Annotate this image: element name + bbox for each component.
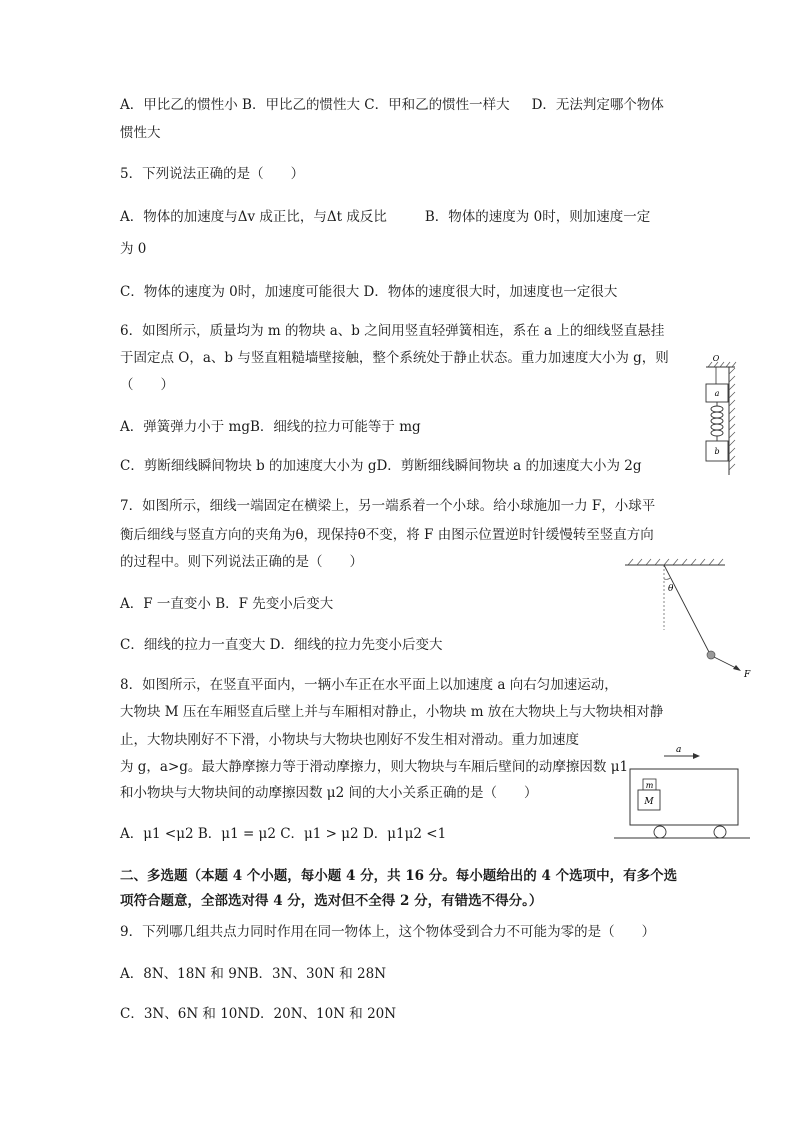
q6-figure xyxy=(690,350,750,480)
q5-stem: 5．下列说法正确的是（ ） xyxy=(120,166,305,182)
q4-options-line1 xyxy=(120,96,664,114)
q5-option-a: A．物体的加速度与Δv 成正比，与Δt 成反比 xyxy=(120,209,387,225)
q8-stem-line2: 大物块 M 压在车厢竖直后壁上并与车厢相对静止，小物块 m 放在大物块上与大物块相对静 xyxy=(120,704,664,720)
q6-options-cd: C．剪断细线瞬间物块 b 的加速度大小为 gD．剪断细线瞬间物块 a 的加速度大小为 2g xyxy=(120,458,642,474)
q6-options-ab: A．弹簧弹力小于 mgB．细线的拉力可能等于 mg xyxy=(120,419,421,435)
q6-label-b: b xyxy=(714,447,720,456)
q8-stem-line3: 止，大物块刚好不下滑，小物块与大物块也刚好不发生相对滑动。重力加速度 xyxy=(120,732,579,748)
q6-label-o: O xyxy=(712,354,720,363)
q7-stem-line3: 的过程中。则下列说法正确的是（ ） xyxy=(120,554,363,570)
q5-options-ab xyxy=(120,208,650,226)
q6-stem-line3: （ ） xyxy=(120,377,174,393)
q6-stem-line2: 于固定点 O，a、b 与竖直粗糙墙壁接触，整个系统处于静止状态。重力加速度大小为 g，则 xyxy=(120,350,669,366)
q7-figure xyxy=(620,555,760,685)
q8-figure xyxy=(612,742,752,842)
q7-thread xyxy=(664,565,710,654)
q5-option-b-continued: 为 0 xyxy=(120,241,147,257)
q6-label-a: a xyxy=(714,389,720,398)
q7-options-cd: C．细线的拉力一直变大 D．细线的拉力先变小后变大 xyxy=(120,637,443,653)
q8-options: A．μ1 <μ2 B．μ1 = μ2 C．μ1 > μ2 D．μ1μ2 <1 xyxy=(120,826,447,842)
q5-options-cd: C．物体的速度为 0时，加速度可能很大 D．物体的速度很大时，加速度也一定很大 xyxy=(120,284,618,300)
q7-stem-line1: 7．如图所示，细线一端固定在横梁上，另一端系着一个小球。给小球施加一力 F，小球平 xyxy=(120,498,656,514)
q7-angle-arc xyxy=(664,578,670,579)
q8-label-accel: a xyxy=(676,745,682,755)
q8-stem-line1: 8．如图所示，在竖直平面内，一辆小车正在水平面上以加速度 a 向右匀加速运动， xyxy=(120,677,618,693)
section2-heading-line1: 二、多选题（本题 4 个小题，每小题 4 分，共 16 分。每小题给出的 4 个选项中，有多个选 xyxy=(120,868,678,884)
q4-options-line2: 惯性大 xyxy=(120,125,161,141)
q7-beam-hatch xyxy=(628,559,723,565)
q7-label-theta: θ xyxy=(668,584,674,594)
q8-label-small-m: m xyxy=(645,781,654,790)
q7-options-ab: A．F 一直变小 B．F 先变小后变大 xyxy=(120,596,334,612)
q7-label-f: F xyxy=(744,670,751,680)
q7-stem-line2: 衡后细线与竖直方向的夹角为θ，现保持θ不变，将 F 由图示位置逆时针缓慢转至竖直方向 xyxy=(120,527,654,543)
q6-stem-line1: 6．如图所示，质量均为 m 的物块 a、b 之间用竖直轻弹簧相连，系在 a 上的细线竖直悬挂 xyxy=(120,323,665,339)
q4-options-abc: A．甲比乙的惯性小 B．甲比乙的惯性大 C．甲和乙的惯性一样大 xyxy=(120,97,510,113)
q7-ball xyxy=(707,651,715,659)
section2-heading-line2: 项符合题意，全部选对得 4 分，选对但不全得 2 分，有错选不得分。） xyxy=(120,893,543,909)
q5-option-b: B．物体的速度为 0时，则加速度一定 xyxy=(424,209,651,225)
q8-accel-arrowhead xyxy=(693,753,700,759)
q8-stem-line5: 和小物块与大物块间的动摩擦因数 μ2 间的大小关系正确的是（ ） xyxy=(120,785,538,801)
q8-stem-line4: 为 g，a>g。最大静摩擦力等于滑动摩擦力，则大物块与车厢后壁间的动摩擦因数 μ1 xyxy=(120,759,629,775)
q8-wheel-left xyxy=(654,826,666,838)
q7-force-arrowhead xyxy=(733,665,741,671)
q6-spring xyxy=(711,402,723,441)
q8-wheel-right xyxy=(714,826,726,838)
q8-label-big-m: M xyxy=(644,797,654,807)
q9-stem: 9．下列哪几组共点力同时作用在同一物体上，这个物体受到合力不可能为零的是（ ） xyxy=(120,924,656,940)
q4-option-d: D．无法判定哪个物体 xyxy=(531,97,664,113)
q6-wall-hatch xyxy=(729,368,735,470)
q9-options-ab: A．8N、18N 和 9NB．3N、30N 和 28N xyxy=(120,966,387,982)
q9-options-cd: C．3N、6N 和 10ND．20N、10N 和 20N xyxy=(120,1006,397,1022)
